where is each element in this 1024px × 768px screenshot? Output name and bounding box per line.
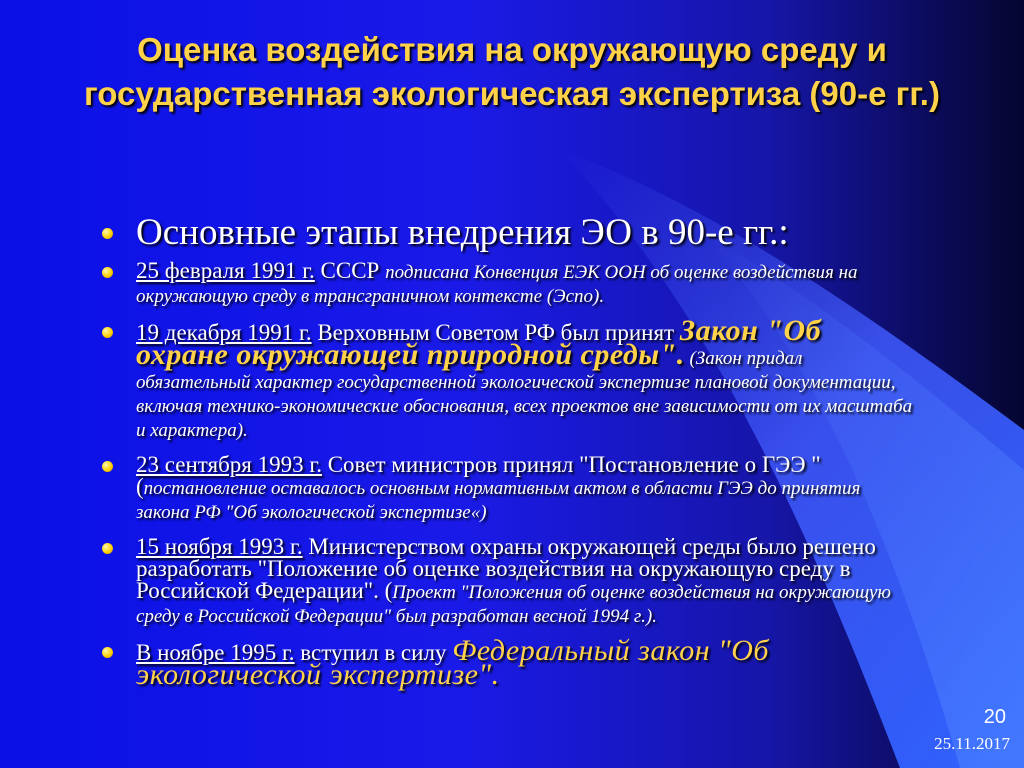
item-text: СССР (314, 258, 386, 283)
list-item (96, 536, 916, 628)
slide-title: Оценка воздействия на окружающую среду и государственная экологическая экспертиза (90-е гг.) (84, 31, 940, 112)
item-date: 23 сентября 1993 г. (136, 452, 322, 477)
slide-date: 25.11.2017 (934, 734, 1010, 753)
bullet-icon (102, 267, 113, 278)
bullet-icon (102, 461, 113, 472)
list-item (96, 260, 916, 308)
slide-number: 20 (983, 706, 1006, 728)
item-note: подписана Конвенция ЕЭК ООН об оценке воздействия на окружающую среду в трансграничном контексте (Эспо). (136, 262, 858, 307)
bullet-icon (102, 543, 113, 554)
item-note: Проект "Положения об оценке воздействия на окружающую среду в Российской Федерации" был разработан весной 1994 г.). (136, 582, 891, 627)
item-text: Министерством охраны окружающей среды было решено разработать "Положение об оценке воздействия на окружающую среду в Российской Федерации". ( (136, 534, 876, 603)
bullet-icon (102, 327, 113, 338)
item-date: 19 декабря 1991 г. (136, 320, 312, 345)
item-note: (Закон придал обязательный характер государственной экологической экспертизе плановой документации, включая технико-экономические обоснования, всех проектов вне зависимости от их масштаба и характера). (136, 348, 913, 441)
item-date: 15 ноября 1993 г. (136, 534, 303, 559)
bullet-icon (102, 647, 113, 658)
bullet-icon (102, 228, 113, 239)
item-note: постановление оставалось основным нормативным актом в области ГЭЭ до принятия закона РФ "Об экологической экспертизе«) (136, 478, 861, 523)
item-text: Совет министров принял "Постановление о ГЭЭ " ( (136, 452, 821, 499)
item-text: вступил в силу (294, 640, 453, 665)
item-date: 25 февраля 1991 г. (136, 258, 315, 283)
heading-text: Основные этапы внедрения ЭО в 90-е гг.: (136, 212, 789, 253)
heading-bullet (96, 210, 916, 256)
list-item (96, 634, 916, 691)
list-item (96, 454, 916, 524)
slide-content (96, 210, 916, 700)
item-text: Верховным Советом РФ был принят (311, 320, 680, 345)
list-item (96, 314, 916, 442)
law-title: Федеральный закон "Об экологической экспертизе". (136, 634, 770, 691)
law-title: Закон "Об охране окружающей природной среды". (136, 314, 822, 371)
item-date: В ноябре 1995 г. (136, 640, 295, 665)
